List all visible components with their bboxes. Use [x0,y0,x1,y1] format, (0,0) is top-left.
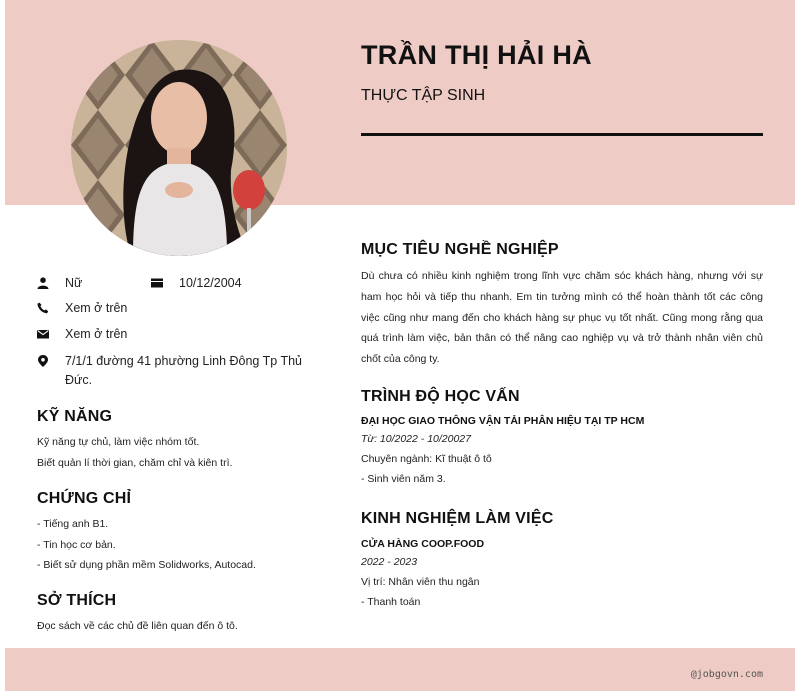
certificate-line: - Tiếng anh B1. [37,518,109,530]
education-period: Từ: 10/2022 - 10/20027 [361,433,471,445]
location-pin-icon [37,355,49,367]
company-name: CỬA HÀNG COOP.FOOD [361,538,485,550]
skill-line: Biết quản lí thời gian, chăm chỉ và kiên trì. [37,457,233,469]
education-major: Chuyên ngành: Kĩ thuật ô tô [361,453,492,465]
candidate-name: TRẦN THỊ HẢI HÀ [361,40,592,70]
birthdate-value: 10/12/2004 [179,276,242,290]
phone-icon [37,302,49,314]
education-heading: TRÌNH ĐỘ HỌC VẤN [361,388,520,405]
footer-brand: @jobgovn.com [690,669,763,680]
email-value: Xem ở trên [65,327,128,341]
skill-line: Kỹ năng tự chủ, làm việc nhóm tốt. [37,436,200,448]
experience-position: Vị trí: Nhân viên thu ngân [361,576,480,588]
profile-photo [71,40,287,256]
cv-page [5,0,795,691]
person-icon [37,277,49,289]
phone-value: Xem ở trên [65,301,128,315]
certificates-heading: CHỨNG CHỈ [37,490,132,507]
candidate-title: THỰC TẬP SINH [361,87,486,104]
calendar-icon [151,277,163,289]
certificate-line: - Tin học cơ bản. [37,539,116,551]
mail-icon [37,328,49,340]
certificate-line: - Biết sử dụng phần mềm Solidworks, Autocad. [37,559,256,571]
hobbies-heading: SỞ THÍCH [37,592,117,609]
experience-heading: KINH NGHIỆM LÀM VIỆC [361,510,554,527]
footer-band [5,648,795,691]
skills-heading: KỸ NĂNG [37,408,113,425]
experience-period: 2022 - 2023 [361,556,418,568]
school-name: ĐẠI HỌC GIAO THÔNG VẬN TẢI PHÂN HIỆU TẠI TP HCM [361,415,645,427]
header-divider [361,133,763,136]
objective-heading: MỤC TIÊU NGHỀ NGHIỆP [361,241,559,258]
experience-task: - Thanh toán [361,596,421,608]
objective-text: Dù chưa có nhiều kinh nghiệm trong lĩnh vực chăm sóc khách hàng, nhưng với sự ham học hỏi và tiếp thu nhanh. Em tin tưởng mình có thể hoàn thành tốt các công việc cũng như mang đến cho khách hàng sự phục vụ tốt nhất. Cũng mong rằng qua quá trình làm việc, bản thân có thể nâng cao nghiệp vụ và trở thành nhân viên chủ chốt của công ty. [361,270,763,366]
gender-value: Nữ [65,276,83,290]
address-value: 7/1/1 đường 41 phường Linh Đông Tp Thủ Đức. [65,354,302,387]
education-note: - Sinh viên năm 3. [361,473,446,485]
hobby-line: Đọc sách về các chủ đề liên quan đến ô tô. [37,620,238,632]
